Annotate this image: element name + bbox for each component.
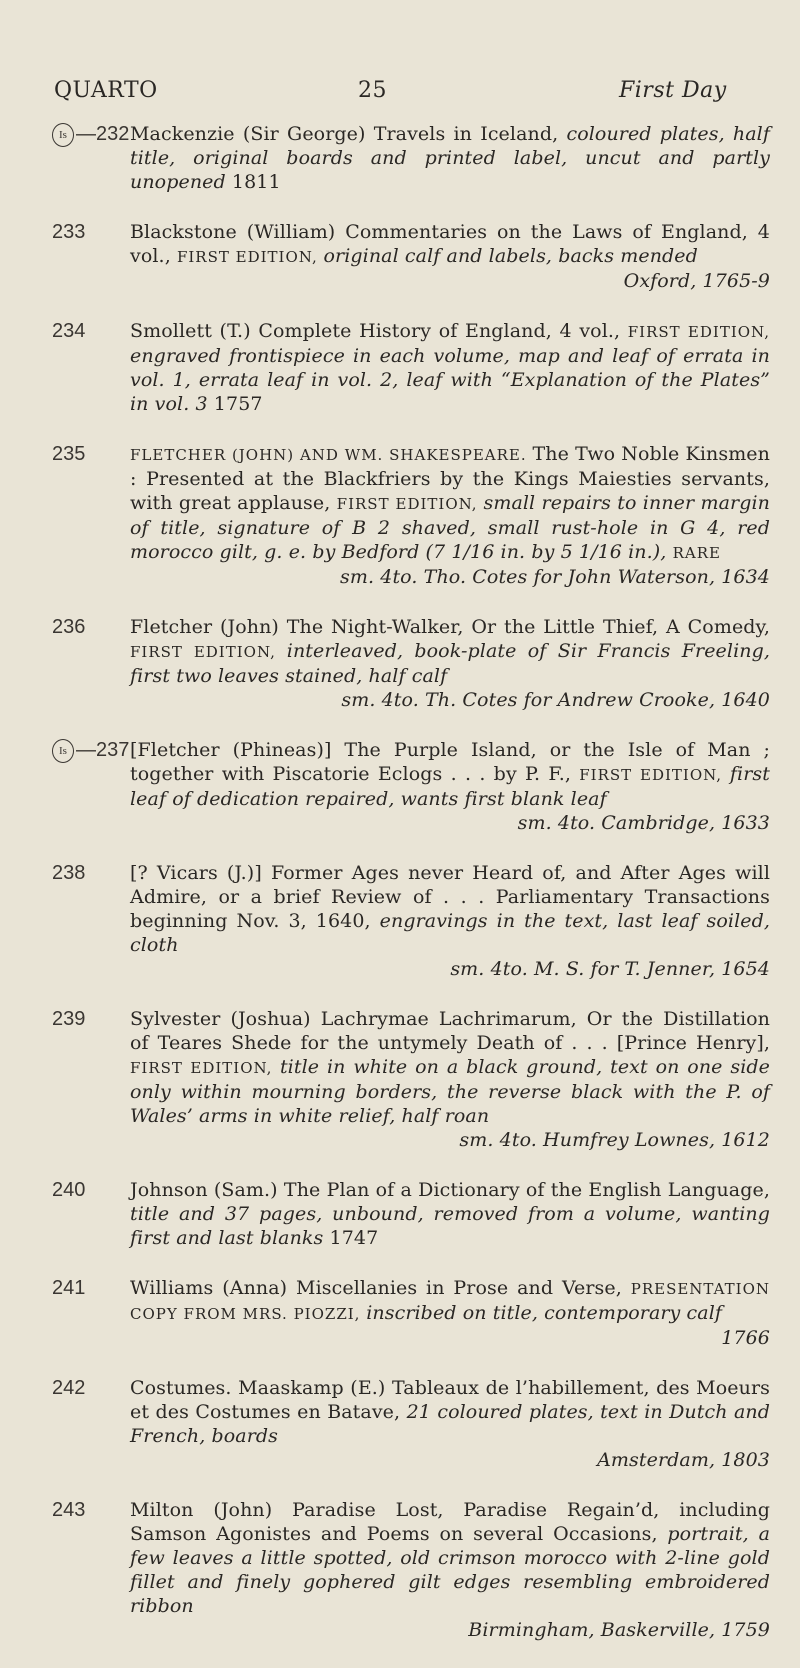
lot-description: Fletcher (John) The Night-Walker, Or the Little Thief, A Comedy, FIRST EDITION, interleaved, book-plate of Sir Francis Freeling, first two leaves stained, half calf sm. 4to. Th. Cotes for Andrew Crooke, 1640 <box>130 616 770 711</box>
lot-imprint: Birmingham, Baskerville, 1759 <box>468 1619 770 1641</box>
handwritten-mark: Is <box>52 123 74 147</box>
lot-imprint: 1766 <box>721 1327 770 1349</box>
lot-number: 236 <box>52 616 86 638</box>
lot-number: 238 <box>52 862 86 884</box>
lot-entry <box>0 615 800 712</box>
lot-number: Is —237 <box>52 738 130 763</box>
lot-number: 235 <box>52 443 86 465</box>
lot-number: 239 <box>52 1008 86 1030</box>
lot-description: Mackenzie (Sir George) Travels in Iceland, coloured plates, half title, original boards and printed label, uncut and partly unopened 1811 <box>130 123 770 193</box>
header-format: QUARTO <box>54 78 158 103</box>
lot-number: 243 <box>52 1499 86 1521</box>
lot-description: Johnson (Sam.) The Plan of a Dictionary of the English Language, title and 37 pages, unbound, removed from a volume, wanting first and last blanks 1747 <box>130 1179 770 1249</box>
lot-number: Is —232 <box>52 122 130 147</box>
lot-imprint: sm. 4to. M. S. for T. Jenner, 1654 <box>450 958 770 980</box>
lot-entry <box>0 220 800 293</box>
page-header <box>0 78 800 108</box>
lot-entry <box>0 1498 800 1642</box>
lot-description: Costumes. Maaskamp (E.) Tableaux de l’habillement, des Moeurs et des Costumes en Batave, 21 coloured plates, text in Dutch and French, boards Amsterdam, 1803 <box>130 1377 770 1471</box>
sale-day: First Day <box>619 78 727 103</box>
page-number: 25 <box>358 78 387 103</box>
lot-number: 241 <box>52 1277 86 1299</box>
lot-description: FLETCHER (JOHN) AND WM. SHAKESPEARE. The Two Noble Kinsmen : Presented at the Blackfriers by the Kings Maiesties servants, with great applause, FIRST EDITION, small repairs to inner margin of title, signature of B 2 shaved, small rust-hole in G 4, red morocco gilt, g. e. by Bedford (7 1/16 in. by 5 1/16 in.), RARE sm. 4to. Tho. Cotes for John Waterson, 1634 <box>130 443 770 588</box>
lot-description: [Fletcher (Phineas)] The Purple Island, or the Isle of Man ; together with Piscatorie Eclogs . . . by P. F., FIRST EDITION, first leaf of dedication repaired, wants first blank leaf sm. 4to. Cambridge, 1633 <box>130 739 770 834</box>
lot-description: Smollett (T.) Complete History of England, 4 vol., FIRST EDITION, engraved frontispiece in each volume, map and leaf of errata in vol. 1, errata leaf in vol. 2, leaf with “Explanation of the Plates” in vol. 3 1757 <box>130 320 770 415</box>
lot-entry <box>0 1376 800 1472</box>
lot-imprint: sm. 4to. Tho. Cotes for John Waterson, 1634 <box>340 566 770 588</box>
lot-imprint: sm. 4to. Cambridge, 1633 <box>517 812 770 834</box>
lot-entry <box>0 319 800 416</box>
lot-description: Blackstone (William) Commentaries on the Laws of England, 4 vol., FIRST EDITION, original calf and labels, backs mended Oxford, 1765-9 <box>130 221 770 292</box>
handwritten-mark: Is <box>52 739 74 763</box>
lot-entry <box>0 442 800 589</box>
lot-description: [? Vicars (J.)] Former Ages never Heard of, and After Ages will Admire, or a brief Review of . . . Parliamentary Transactions beginning Nov. 3, 1640, engravings in the text, last leaf soiled, cloth sm. 4to. M. S. for T. Jenner, 1654 <box>130 862 771 980</box>
lot-number: 240 <box>52 1179 86 1201</box>
lot-entry <box>0 861 800 981</box>
lot-imprint: Oxford, 1765-9 <box>623 270 770 292</box>
lot-entry <box>0 1178 800 1250</box>
catalogue-entries <box>0 122 800 1668</box>
lot-number: 242 <box>52 1377 86 1399</box>
lot-imprint: sm. 4to. Th. Cotes for Andrew Crooke, 1640 <box>341 689 770 711</box>
lot-imprint: Amsterdam, 1803 <box>597 1449 770 1471</box>
lot-entry <box>0 1276 800 1350</box>
lot-description: Sylvester (Joshua) Lachrymae Lachrimarum, Or the Distillation of Teares Shede for the untymely Death of . . . [Prince Henry], FIRST EDITION, title in white on a black ground, text on one side only within mourning borders, the reverse black with the P. of Wales’ arms in white relief, half roan sm. 4to. Humfrey Lownes, 1612 <box>130 1008 770 1151</box>
lot-imprint: sm. 4to. Humfrey Lownes, 1612 <box>459 1129 770 1151</box>
lot-entry <box>0 738 800 835</box>
lot-entry <box>0 122 800 194</box>
lot-number: 234 <box>52 320 86 342</box>
lot-entry <box>0 1007 800 1152</box>
lot-number: 233 <box>52 221 86 243</box>
lot-description: Williams (Anna) Miscellanies in Prose and Verse, PRESENTATION COPY FROM MRS. PIOZZI, inscribed on title, contemporary calf 1766 <box>130 1277 770 1349</box>
lot-description: Milton (John) Paradise Lost, Paradise Regain’d, including Samson Agonistes and Poems on several Occasions, portrait, a few leaves a little spotted, old crimson morocco with 2-line gold fillet and finely gophered gilt edges resembling embroidered ribbon Birmingham, Baskerville, 1759 <box>130 1499 770 1641</box>
